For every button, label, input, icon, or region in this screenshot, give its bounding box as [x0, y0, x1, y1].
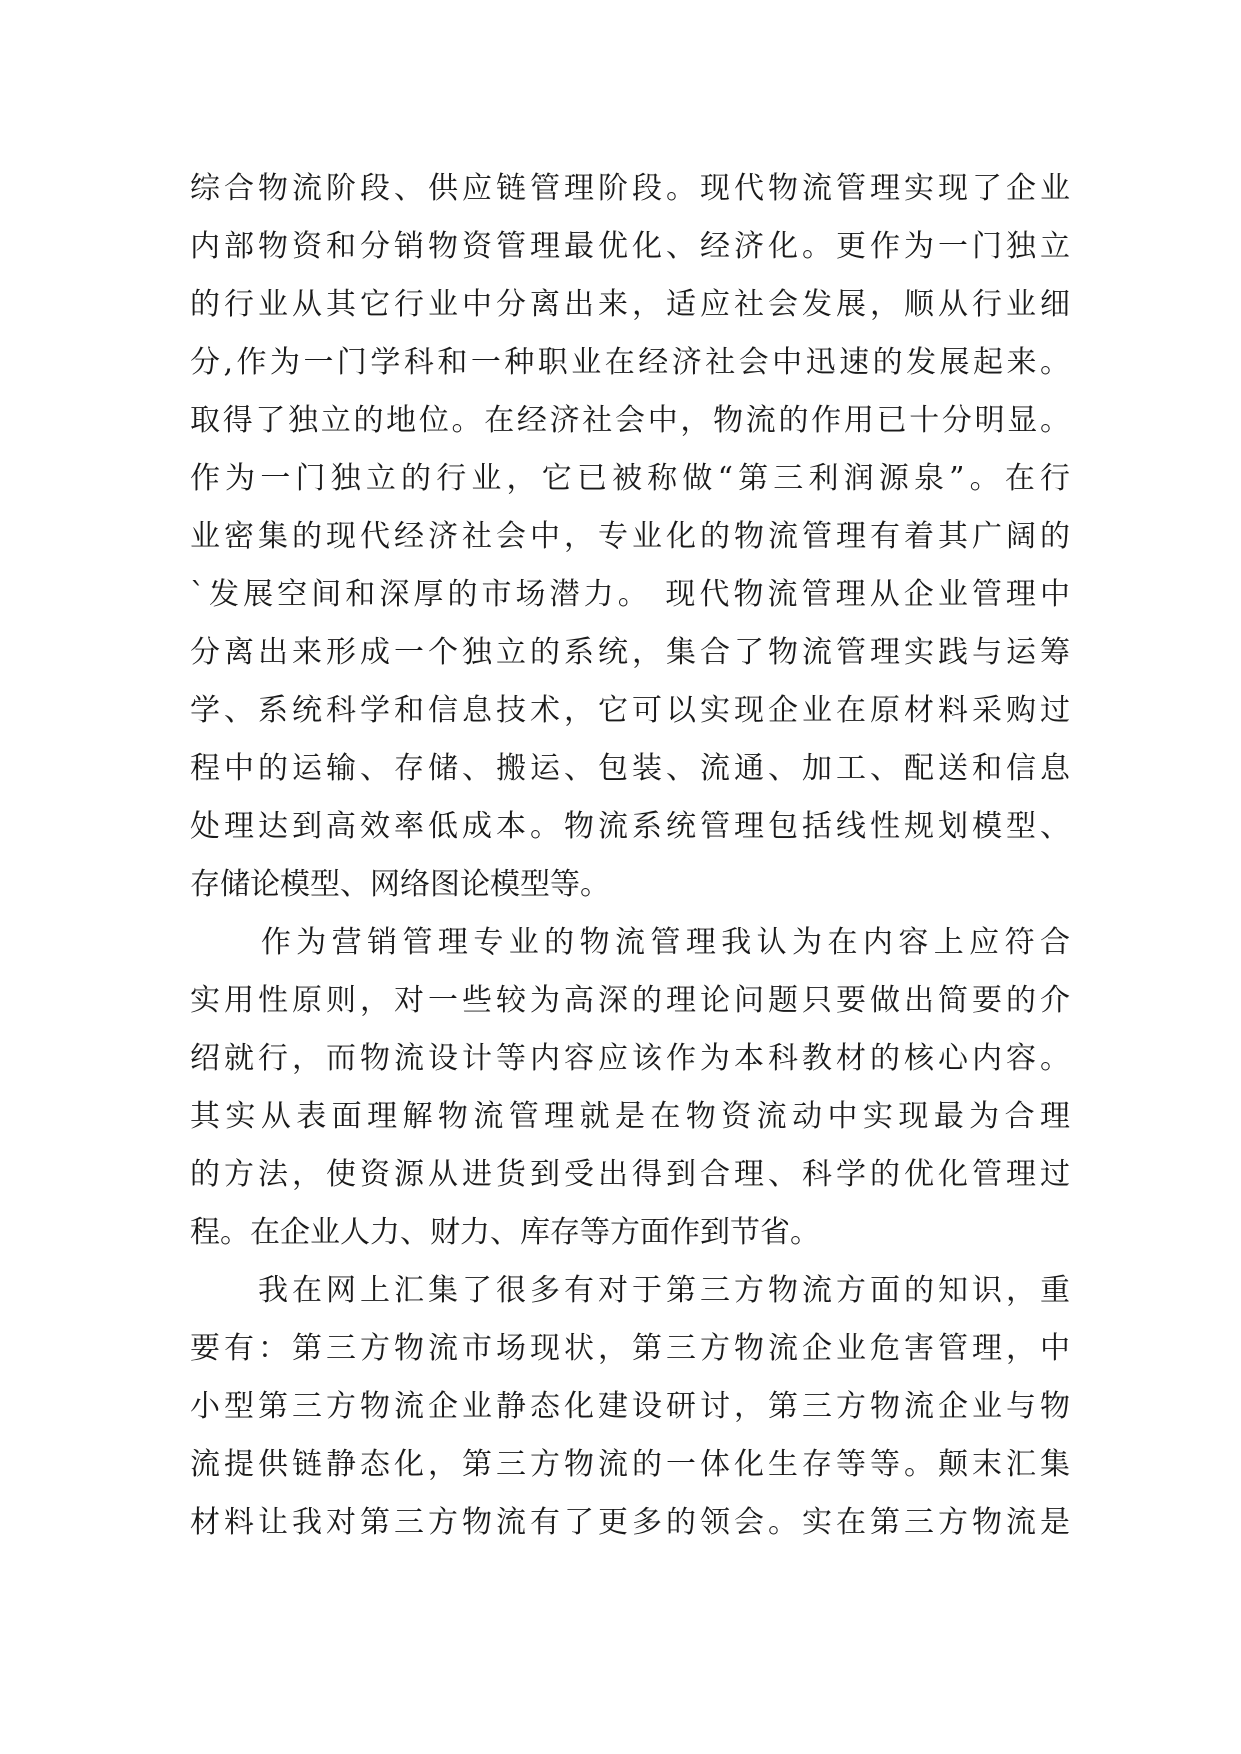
text-line: 程中的运输、存储、搬运、包装、流通、加工、配送和信息 [190, 751, 1070, 786]
text-line: 内部物资和分销物资管理最优化、经济化。更作为一门独立 [190, 229, 1070, 264]
text-line: 流提供链静态化，第三方物流的一体化生存等等。颠末汇集 [190, 1447, 1070, 1482]
text-line: 要有：第三方物流市场现状，第三方物流企业危害管理，中 [190, 1331, 1070, 1366]
text-line: 其实从表面理解物流管理就是在物资流动中实现最为合理 [190, 1099, 1070, 1134]
text-line: 材料让我对第三方物流有了更多的领会。实在第三方物流是 [190, 1505, 1070, 1540]
text-line: 作为一门独立的行业，它已被称做“第三利润源泉”。在行 [190, 461, 1070, 496]
text-line: 的方法，使资源从进货到受出得到合理、科学的优化管理过 [190, 1157, 1070, 1192]
text-line: 程。在企业人力、财力、库存等方面作到节省。 [190, 1215, 820, 1250]
text-line: 的行业从其它行业中分离出来，适应社会发展，顺从行业细 [190, 287, 1070, 322]
text-line: 学、系统科学和信息技术，它可以实现企业在原材料采购过 [190, 693, 1070, 728]
text-line: 实用性原则，对一些较为高深的理论问题只要做出简要的介 [190, 983, 1070, 1018]
text-line: 作为营销管理专业的物流管理我认为在内容上应符合 [190, 925, 1070, 960]
text-line: `发展空间和深厚的市场潜力。 现代物流管理从企业管理中 [190, 577, 1070, 612]
text-line: 分离出来形成一个独立的系统，集合了物流管理实践与运筹 [190, 635, 1070, 670]
text-line: 我在网上汇集了很多有对于第三方物流方面的知识，重 [190, 1273, 1070, 1308]
text-line: 取得了独立的地位。在经济社会中，物流的作用已十分明显。 [190, 403, 1070, 438]
text-line: 处理达到高效率低成本。物流系统管理包括线性规划模型、 [190, 809, 1070, 844]
body-text [190, 160, 1070, 1552]
text-line: 绍就行，而物流设计等内容应该作为本科教材的核心内容。 [190, 1041, 1070, 1076]
text-line: 存储论模型、网络图论模型等。 [190, 867, 610, 902]
text-line: 小型第三方物流企业静态化建设研讨，第三方物流企业与物 [190, 1389, 1070, 1424]
text-line: 综合物流阶段、供应链管理阶段。现代物流管理实现了企业 [190, 171, 1070, 206]
text-line: 业密集的现代经济社会中，专业化的物流管理有着其广阔的 [190, 519, 1070, 554]
text-line: 分,作为一门学科和一种职业在经济社会中迅速的发展起来。 [190, 345, 1070, 380]
